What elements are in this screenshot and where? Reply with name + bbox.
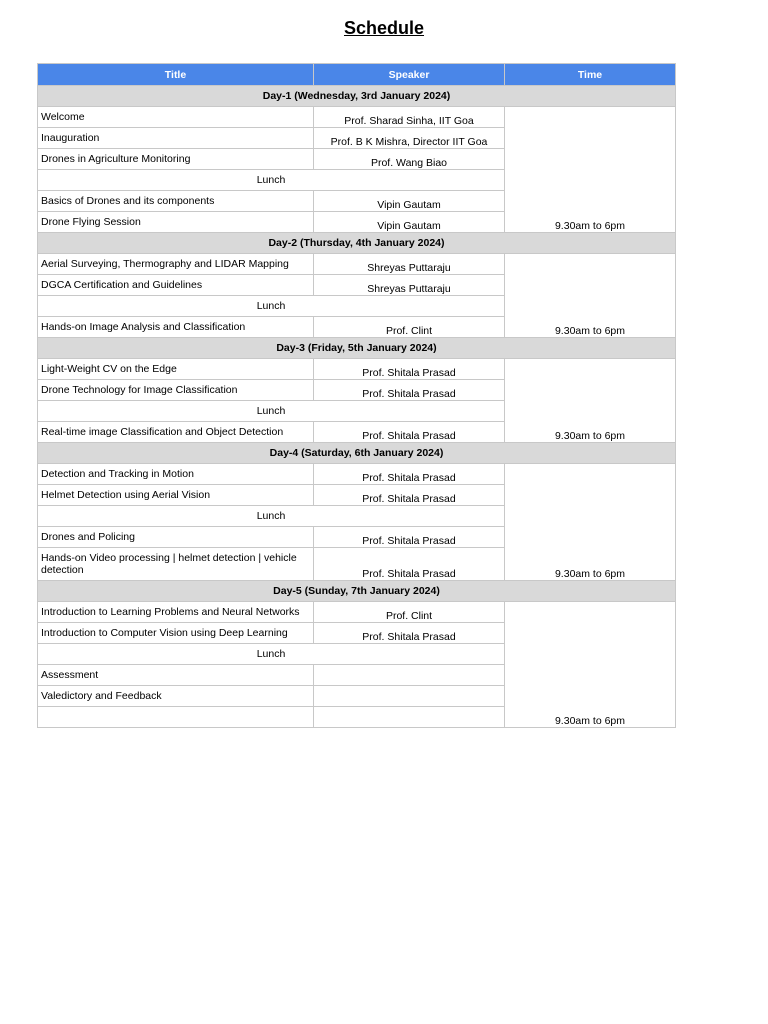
session-title: Welcome (38, 107, 314, 128)
day-header: Day-1 (Wednesday, 3rd January 2024) (38, 86, 676, 107)
table-row (38, 107, 676, 128)
session-speaker: Shreyas Puttaraju (314, 254, 505, 275)
session-title: Drones in Agriculture Monitoring (38, 149, 314, 170)
session-speaker: Prof. Shitala Prasad (314, 359, 505, 380)
day-header-row (38, 86, 676, 107)
day-header-row (38, 338, 676, 359)
session-speaker (314, 665, 505, 686)
session-speaker: Prof. Shitala Prasad (314, 422, 505, 443)
session-speaker: Prof. Shitala Prasad (314, 623, 505, 644)
session-speaker: Prof. Shitala Prasad (314, 380, 505, 401)
column-header-title: Title (38, 64, 314, 86)
table-row (38, 602, 676, 623)
time-cell: 9.30am to 6pm (505, 464, 676, 581)
day-header: Day-3 (Friday, 5th January 2024) (38, 338, 676, 359)
column-header-time: Time (505, 64, 676, 86)
schedule-body (38, 86, 676, 728)
session-speaker: Prof. Clint (314, 317, 505, 338)
session-speaker: Prof. Sharad Sinha, IIT Goa (314, 107, 505, 128)
session-speaker: Shreyas Puttaraju (314, 275, 505, 296)
session-title: DGCA Certification and Guidelines (38, 275, 314, 296)
lunch-cell: Lunch (38, 506, 505, 527)
page-title: Schedule (343, 18, 425, 38)
day-header-row (38, 581, 676, 602)
session-title: Basics of Drones and its components (38, 191, 314, 212)
session-speaker: Prof. Clint (314, 602, 505, 623)
session-title (38, 707, 314, 728)
session-title: Light-Weight CV on the Edge (38, 359, 314, 380)
session-speaker (314, 686, 505, 707)
lunch-cell: Lunch (38, 170, 505, 191)
session-title: Drone Flying Session (38, 212, 314, 233)
session-title: Drone Technology for Image Classification (38, 380, 314, 401)
time-cell: 9.30am to 6pm (505, 359, 676, 443)
session-title: Assessment (38, 665, 314, 686)
schedule-table (37, 63, 676, 728)
day-header: Day-4 (Saturday, 6th January 2024) (38, 443, 676, 464)
session-speaker: Prof. Shitala Prasad (314, 464, 505, 485)
session-title: Introduction to Computer Vision using Deep Learning (38, 623, 314, 644)
day-header: Day-2 (Thursday, 4th January 2024) (38, 233, 676, 254)
session-title: Helmet Detection using Aerial Vision (38, 485, 314, 506)
session-speaker: Prof. Shitala Prasad (314, 527, 505, 548)
session-title: Hands-on Video processing | helmet detection | vehicle detection (38, 548, 314, 581)
session-speaker (314, 707, 505, 728)
session-speaker: Prof. Wang Biao (314, 149, 505, 170)
session-title: Inauguration (38, 128, 314, 149)
table-row (38, 464, 676, 485)
session-title: Aerial Surveying, Thermography and LIDAR Mapping (38, 254, 314, 275)
lunch-cell: Lunch (38, 644, 505, 665)
session-title: Detection and Tracking in Motion (38, 464, 314, 485)
session-speaker: Prof. Shitala Prasad (314, 548, 505, 581)
session-title: Real-time image Classification and Object Detection (38, 422, 314, 443)
session-speaker: Prof. Shitala Prasad (314, 485, 505, 506)
table-row (38, 359, 676, 380)
time-cell: 9.30am to 6pm (505, 107, 676, 233)
session-speaker: Vipin Gautam (314, 212, 505, 233)
day-header: Day-5 (Sunday, 7th January 2024) (38, 581, 676, 602)
table-header-row (38, 64, 676, 86)
session-speaker: Prof. B K Mishra, Director IIT Goa (314, 128, 505, 149)
day-header-row (38, 443, 676, 464)
lunch-cell: Lunch (38, 401, 505, 422)
session-title: Introduction to Learning Problems and Neural Networks (38, 602, 314, 623)
session-title: Hands-on Image Analysis and Classification (38, 317, 314, 338)
session-speaker: Vipin Gautam (314, 191, 505, 212)
time-cell: 9.30am to 6pm (505, 602, 676, 728)
table-row (38, 254, 676, 275)
lunch-cell: Lunch (38, 296, 505, 317)
column-header-speaker: Speaker (314, 64, 505, 86)
day-header-row (38, 233, 676, 254)
session-title: Drones and Policing (38, 527, 314, 548)
session-title: Valedictory and Feedback (38, 686, 314, 707)
time-cell: 9.30am to 6pm (505, 254, 676, 338)
